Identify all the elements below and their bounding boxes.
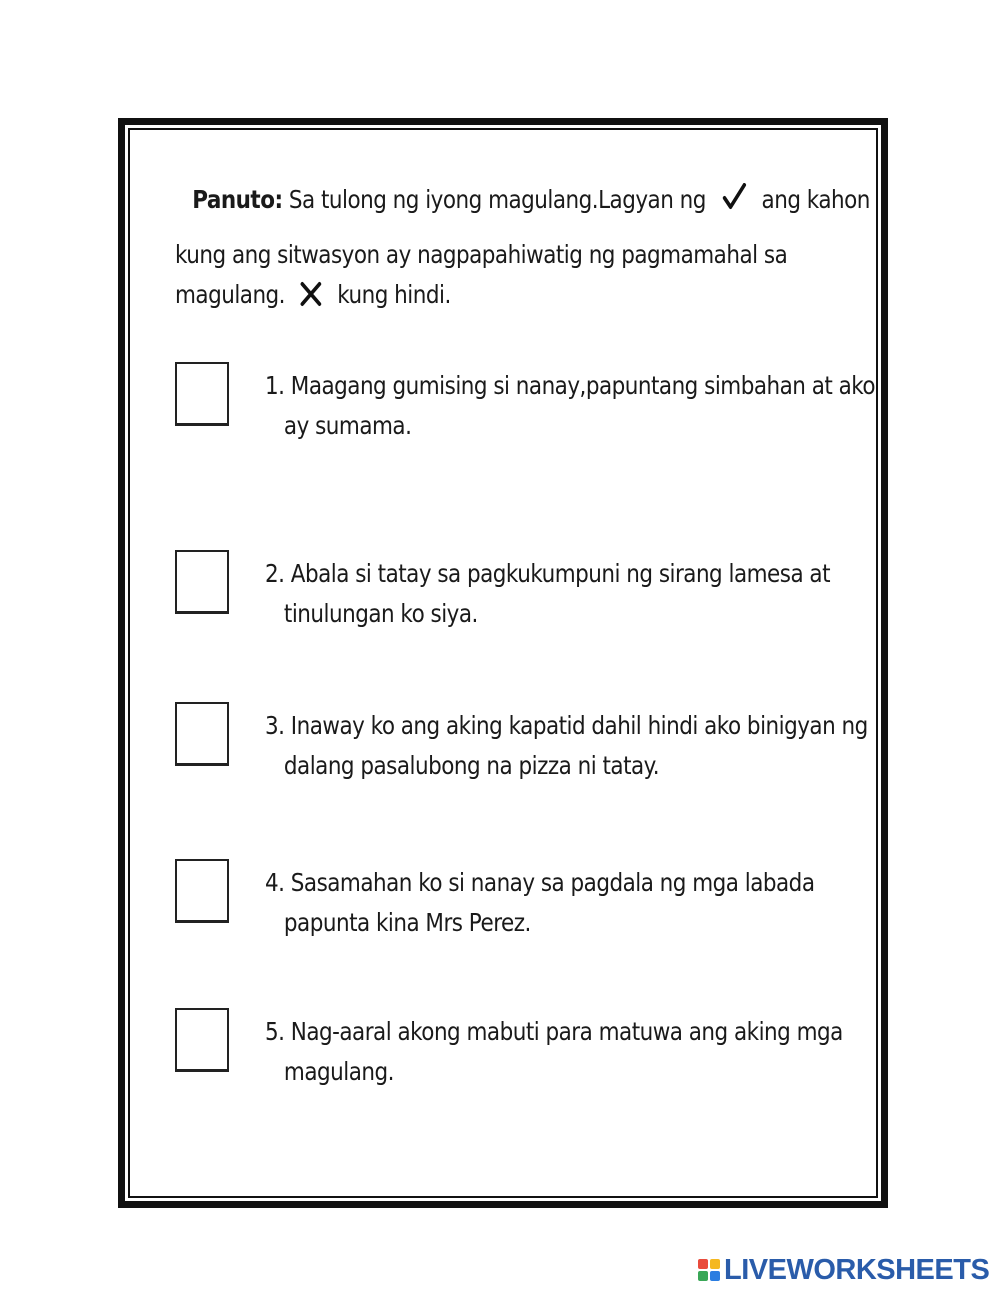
- item-4-line-2: papunta kina Mrs Perez.: [283, 908, 531, 937]
- logo-block-2: [710, 1259, 720, 1269]
- item-5-line-2: magulang.: [283, 1057, 394, 1086]
- item-text-5: [265, 1012, 843, 1092]
- instructions-line-2: kung ang sitwasyon ay nagpapahiwatig ng pagmamahal sa: [175, 240, 788, 269]
- answer-box-3[interactable]: [175, 702, 229, 766]
- item-1-line-1: 1. Maagang gumising si nanay,papuntang simbahan at ako: [265, 371, 876, 400]
- instructions-text-3a: magulang.: [175, 280, 286, 309]
- item-4-line-1: 4. Sasamahan ko si nanay sa pagdala ng mga labada: [265, 868, 815, 897]
- answer-box-2[interactable]: [175, 550, 229, 614]
- instructions-text-1b: ang kahon: [761, 185, 870, 214]
- item-1-line-2: ay sumama.: [283, 411, 412, 440]
- logo-block-1: [698, 1259, 708, 1269]
- logo-block-3: [698, 1271, 708, 1281]
- instructions-line-3: [175, 280, 451, 313]
- item-3-line-2: dalang pasalubong na pizza ni tatay.: [283, 751, 660, 780]
- item-3-line-1: 3. Inaway ko ang aking kapatid dahil hindi ako binigyan ng: [265, 711, 868, 740]
- item-2-line-2: tinulungan ko siya.: [283, 599, 478, 628]
- item-5-line-1: 5. Nag-aaral akong mabuti para matuwa ang aking mga: [265, 1017, 843, 1046]
- worksheet-page: [128, 128, 878, 1198]
- x-mark-icon: [300, 281, 322, 313]
- instructions-text-1: Sa tulong ng iyong magulang.Lagyan ng: [288, 185, 706, 214]
- item-2-line-1: 2. Abala si tatay sa pagkukumpuni ng sirang lamesa at: [265, 559, 831, 588]
- item-text-3: [265, 706, 868, 786]
- instructions-text-3b: kung hindi.: [337, 280, 451, 309]
- instructions-label: Panuto:: [192, 185, 283, 214]
- item-text-4: [265, 863, 815, 943]
- check-mark-icon: [721, 182, 747, 218]
- logo-block-4: [710, 1271, 720, 1281]
- liveworksheets-watermark: [698, 1255, 989, 1285]
- instructions-line-1: [192, 182, 870, 218]
- answer-box-4[interactable]: [175, 859, 229, 923]
- answer-box-1[interactable]: [175, 362, 229, 426]
- item-text-1: [265, 366, 876, 446]
- worksheet-border: [118, 118, 888, 1208]
- liveworksheets-logo-icon: [698, 1259, 720, 1281]
- answer-box-5[interactable]: [175, 1008, 229, 1072]
- watermark-text: LIVEWORKSHEETS: [724, 1253, 990, 1286]
- item-text-2: [265, 554, 831, 634]
